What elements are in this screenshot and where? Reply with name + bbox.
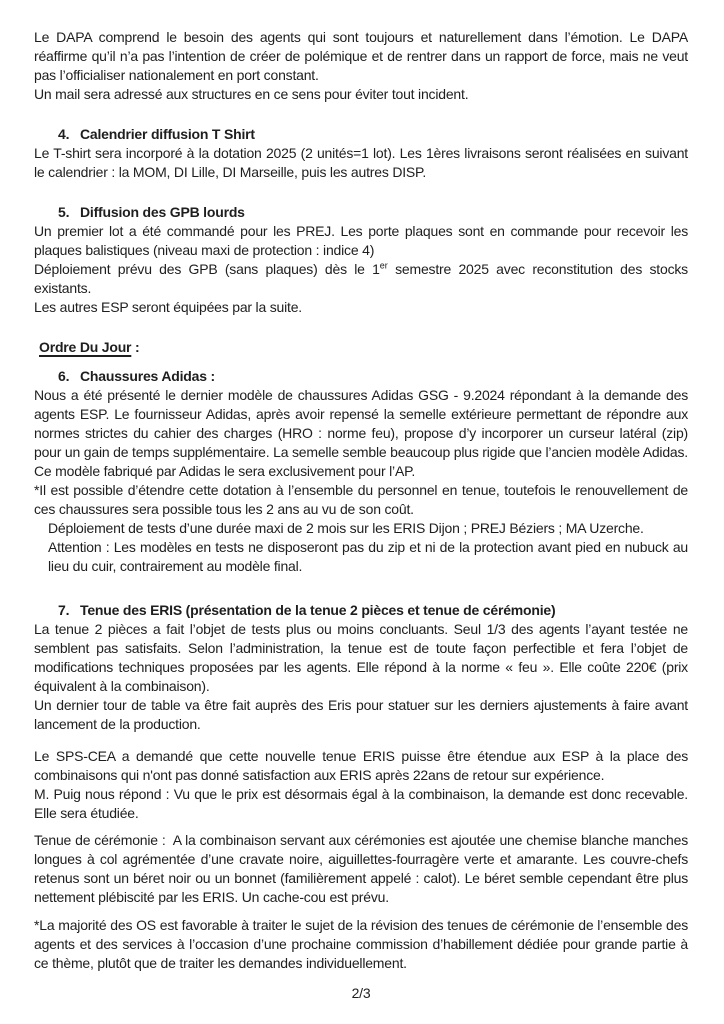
paragraph-adidas-presentation: Nous a été présenté le dernier modèle de chaussures Adidas GSG - 9.2024 répondant à la demande des agents ESP. Le fournisseur Adidas, après avoir repensé la semelle extérieure permettant de répondre aux normes strictes du cahier des charges (HRO : norme feu), propose d’y incorporer un curseur latéral (zip) pour un gain de temps supplémentaire. La semelle semble beaucoup plus rigide que l’ancien modèle Adidas. Ce modèle fabriqué par Adidas le sera exclusivement pour l’AP. [34,387,688,479]
section-number-5: 5. [58,204,70,220]
paragraph-majorite-os: *La majorité des OS est favorable à traiter le sujet de la révision des tenues de cérémonie de l’ensemble des agents et des services à l’occasion d’une prochaine commission d’habillement dédiée pour grande partie à ce thème, plutôt que de traiter les demandes individuellement. [34,917,688,971]
paragraph-tenue-ceremonie: Tenue de cérémonie : A la combinaison servant aux cérémonies est ajoutée une chemise blanche manches longues à col agrémentée d’une cravate noire, aiguillettes-fourragère verte et amarante. Les couvre-chefs retenus sont un béret noir ou un bonnet (familièrement appelé : calot). Le béret semble cependant être plus nettement plébiscité par les ERIS. Un cache-cou est prévu. [34,832,688,905]
paragraph-tour-de-table: Un dernier tour de table va être fait auprès des Eris pour statuer sur les derniers ajustements à faire avant lancement de la production. [34,697,688,732]
ordre-du-jour-colon: : [131,339,140,355]
paragraph-dapa: Le DAPA comprend le besoin des agents qui sont toujours et naturellement dans l’émotion. Le DAPA réaffirme qu’il n’a pas l’intention de créer de polémique et de rentrer dans un rapport de force, mais ne veut pas l’officialiser nationalement en port constant. [34,29,688,83]
paragraph-tenue-tests: La tenue 2 pièces a fait l’objet de tests plus ou moins concluants. Seul 1/3 des agents l’ayant testée ne semblent pas satisfaits. Selon l’administration, la tenue est de toute façon perfectible et fera l’objet de modifications techniques proposées par les agents. Elle répond à la norme « feu ». Elle coûte 220€ (prix équivalent à la combinaison). [34,621,688,694]
section-heading-7 [34,601,688,620]
gpb-deploiement-text-start: Déploiement prévu des GPB (sans plaques) dès le 1 [34,261,380,277]
section-heading-6 [34,367,688,386]
paragraph-adidas-dotation: *Il est possible d’étendre cette dotation à l’ensemble du personnel en tenue, toutefois le renouvellement de ces chaussures sera possible tous les 2 ans au vu de son coût. [34,482,688,517]
gpb-deploiement-text-end: semestre 2025 avec reconstitution des stocks existants. [34,261,688,296]
section-title-5: Diffusion des GPB lourds [80,204,245,220]
paragraph-sps-cea: Le SPS-CEA a demandé que cette nouvelle tenue ERIS puisse être étendue aux ESP à la place des combinaisons qui n'ont pas donné satisfaction aux ERIS après 22ans de retour sur expérience. [34,748,688,783]
paragraph-gpb-commande: Un premier lot a été commandé pour les PREJ. Les porte plaques sont en commande pour recevoir les plaques balistiques (niveau maxi de protection : indice 4) [34,223,688,258]
section-heading-5 [34,203,688,222]
paragraph-tshirt: Le T-shirt sera incorporé à la dotation 2025 (2 unités=1 lot). Les 1ères livraisons seront réalisées en suivant le calendrier : la MOM, DI Lille, DI Marseille, puis les autres DISP. [34,145,688,180]
section-title-7: Tenue des ERIS (présentation de la tenue 2 pièces et tenue de cérémonie) [80,602,556,618]
ordre-du-jour-heading [34,338,688,357]
paragraph-adidas-attention: Attention : Les modèles en tests ne disposeront pas du zip et ni de la protection avant pied en nubuck au lieu du cuir, contrairement au modèle final. [48,539,688,574]
paragraph-adidas-tests: Déploiement de tests d’une durée maxi de 2 mois sur les ERIS Dijon ; PREJ Béziers ; MA Uzerche. [48,520,644,536]
paragraph-puig-reponse: M. Puig nous répond : Vu que le prix est désormais égal à la combinaison, la demande est donc recevable. Elle sera étudiée. [34,786,688,821]
page-number: 2/3 [351,985,371,1001]
ordinal-superscript-er: er [379,260,388,271]
section-number-4: 4. [58,126,70,142]
section-number-7: 7. [58,602,70,618]
section-heading-4 [34,125,688,144]
paragraph-gpb-deploiement [34,260,688,298]
section-title-6: Chaussures Adidas : [80,368,215,384]
paragraph-esp-equipees: Les autres ESP seront équipées par la suite. [34,299,303,315]
paragraph-mail: Un mail sera adressé aux structures en ce sens pour éviter tout incident. [34,86,469,102]
section-number-6: 6. [58,368,70,384]
section-title-4: Calendrier diffusion T Shirt [80,126,255,142]
ordre-du-jour-label: Ordre Du Jour [39,339,132,355]
